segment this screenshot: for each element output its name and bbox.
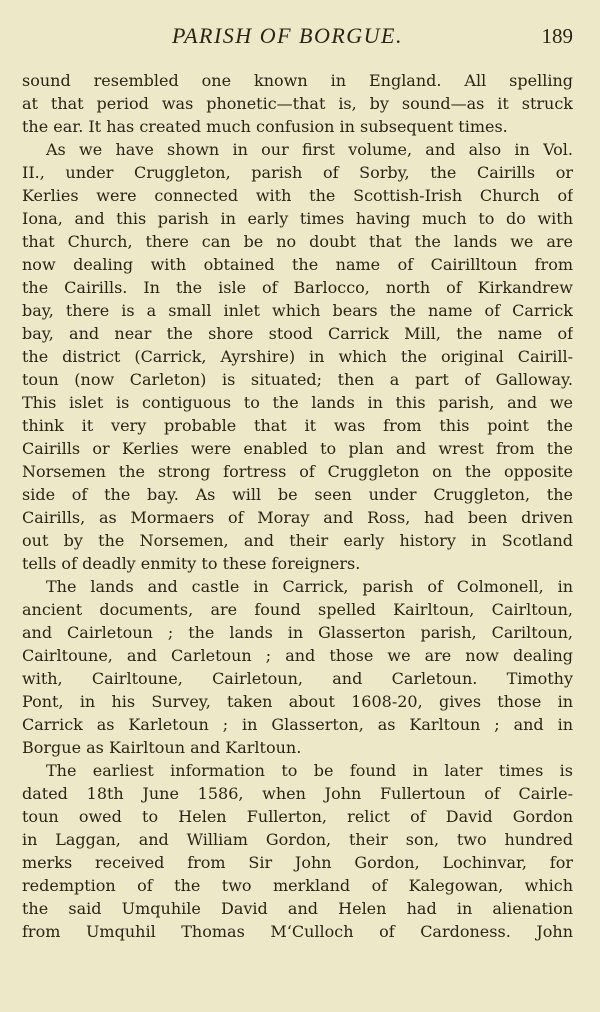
text-line: Cairltoune, and Carletoun ; and those we are now dealing (22, 646, 573, 665)
running-head (22, 22, 573, 50)
text-line: toun (now Carleton) is situated; then a part of Galloway. (22, 370, 573, 389)
text-line: now dealing with obtained the name of Cairilltoun from (22, 255, 573, 274)
text-line: Kerlies were connected with the Scottish-Irish Church of (22, 186, 573, 205)
text-line: sound resembled one known in England. All spelling (22, 71, 573, 90)
text-line: Iona, and this parish in early times having much to do with (22, 209, 573, 228)
text-line: and Cairletoun ; the lands in Glasserton parish, Cariltoun, (22, 623, 573, 642)
page-number: 189 (541, 24, 573, 48)
text-line: Carrick as Karletoun ; in Glasserton, as Karltoun ; and in (22, 715, 573, 734)
text-line: ancient documents, are found spelled Kairltoun, Cairltoun, (22, 600, 573, 619)
text-line: Norsemen the strong fortress of Cruggleton on the opposite (22, 462, 573, 481)
text-line: tells of deadly enmity to these foreigners. (22, 554, 361, 573)
text-line: Pont, in his Survey, taken about 1608-20, gives those in (22, 692, 573, 711)
text-line: dated 18th June 1586, when John Fullertoun of Cairle- (22, 784, 573, 803)
text-line: the Cairills. In the isle of Barlocco, north of Kirkandrew (22, 278, 573, 297)
text-line: Cairills, as Mormaers of Moray and Ross, had been driven (22, 508, 573, 527)
text-line: the said Umquhile David and Helen had in alienation (22, 899, 573, 918)
text-line: merks received from Sir John Gordon, Lochinvar, for (22, 853, 573, 872)
text-line: This islet is contiguous to the lands in this parish, and we (22, 393, 573, 412)
text-line: side of the bay. As will be seen under Cruggleton, the (22, 485, 573, 504)
text-line: at that period was phonetic—that is, by sound—as it struck (22, 94, 573, 113)
running-title: PARISH OF BORGUE. (172, 23, 403, 48)
paragraph-start-line: The lands and castle in Carrick, parish of Colmonell, in (46, 577, 573, 596)
text-line: with, Cairltoune, Cairletoun, and Carletoun. Timothy (22, 669, 573, 688)
text-line: Borgue as Kairltoun and Karltoun. (22, 738, 302, 757)
text-line: the ear. It has created much confusion in subsequent times. (22, 117, 508, 136)
text-line: Cairills or Kerlies were enabled to plan and wrest from the (22, 439, 573, 458)
paragraph-start-line: As we have shown in our first volume, and also in Vol. (46, 140, 573, 159)
text-line: bay, and near the shore stood Carrick Mill, the name of (22, 324, 573, 343)
text-line: redemption of the two merkland of Kalegowan, which (22, 876, 573, 895)
text-line: toun owed to Helen Fullerton, relict of David Gordon (22, 807, 573, 826)
text-line: out by the Norsemen, and their early history in Scotland (22, 531, 573, 550)
paragraph-start-line: The earliest information to be found in later times is (46, 761, 573, 780)
text-line: the district (Carrick, Ayrshire) in which the original Cairill- (22, 347, 573, 366)
text-line: think it very probable that it was from this point the (22, 416, 573, 435)
text-line: in Laggan, and William Gordon, their son, two hundred (22, 830, 573, 849)
body-text (22, 69, 573, 943)
text-line: bay, there is a small inlet which bears the name of Carrick (22, 301, 573, 320)
text-line: II., under Cruggleton, parish of Sorby, the Cairills or (22, 163, 573, 182)
text-line: from Umquhil Thomas M‘Culloch of Cardoness. John (22, 922, 573, 941)
text-line: that Church, there can be no doubt that the lands we are (22, 232, 573, 251)
